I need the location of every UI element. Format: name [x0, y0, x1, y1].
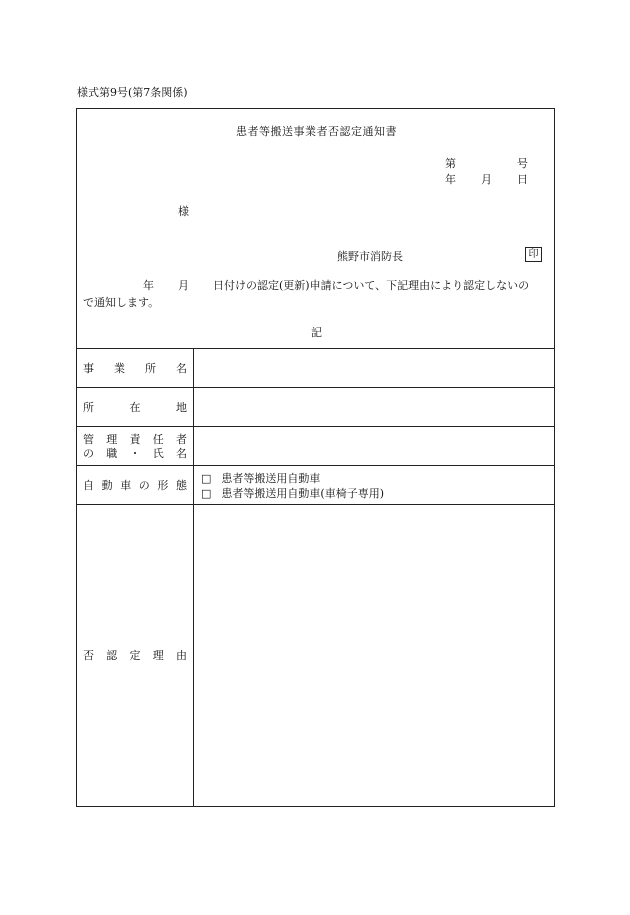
ki-heading: 記	[311, 326, 322, 339]
vehicle-type-label: 自 動 車 の 形 態	[83, 478, 187, 492]
date-year: 年	[445, 173, 456, 186]
location-row	[77, 387, 554, 427]
manager-row	[77, 426, 554, 466]
date-month: 月	[481, 173, 492, 186]
document-title: 患者等搬送事業者否認定通知書	[236, 125, 397, 138]
application-year: 年	[143, 279, 154, 292]
doc-number-go: 号	[517, 157, 528, 170]
vehicle-options	[201, 471, 384, 501]
body-text-line2: で通知します。	[83, 296, 160, 309]
reason-row	[77, 504, 554, 807]
issuer-name: 熊野市消防長	[337, 250, 403, 263]
vehicle-option-standard[interactable]: □ 患者等搬送用自動車	[201, 471, 321, 485]
addressee-honorific: 様	[178, 205, 189, 218]
application-month: 月	[178, 279, 189, 292]
seal-mark: 印	[525, 247, 542, 262]
office-name-row	[77, 348, 554, 388]
location-label: 所 在 地	[83, 400, 187, 414]
vehicle-option-wheelchair[interactable]: □ 患者等搬送用自動車(車椅子専用)	[201, 486, 384, 500]
form-number-label: 様式第9号(第7条関係)	[77, 86, 188, 99]
doc-number-dai: 第	[445, 157, 456, 170]
checkbox-icon[interactable]: □	[201, 486, 212, 500]
date-day: 日	[517, 173, 528, 186]
vehicle-type-row	[77, 465, 554, 505]
manager-label: 管 理 責 任 者 の 職 ・ 氏 名	[83, 432, 187, 460]
notice-form	[76, 108, 555, 807]
reason-label: 否 認 定 理 由	[83, 649, 187, 662]
checkbox-icon[interactable]: □	[201, 471, 212, 485]
body-text-line1: 日付けの認定(更新)申請について、下記理由により認定しないの	[213, 279, 530, 292]
office-name-label: 事 業 所 名	[83, 361, 187, 375]
